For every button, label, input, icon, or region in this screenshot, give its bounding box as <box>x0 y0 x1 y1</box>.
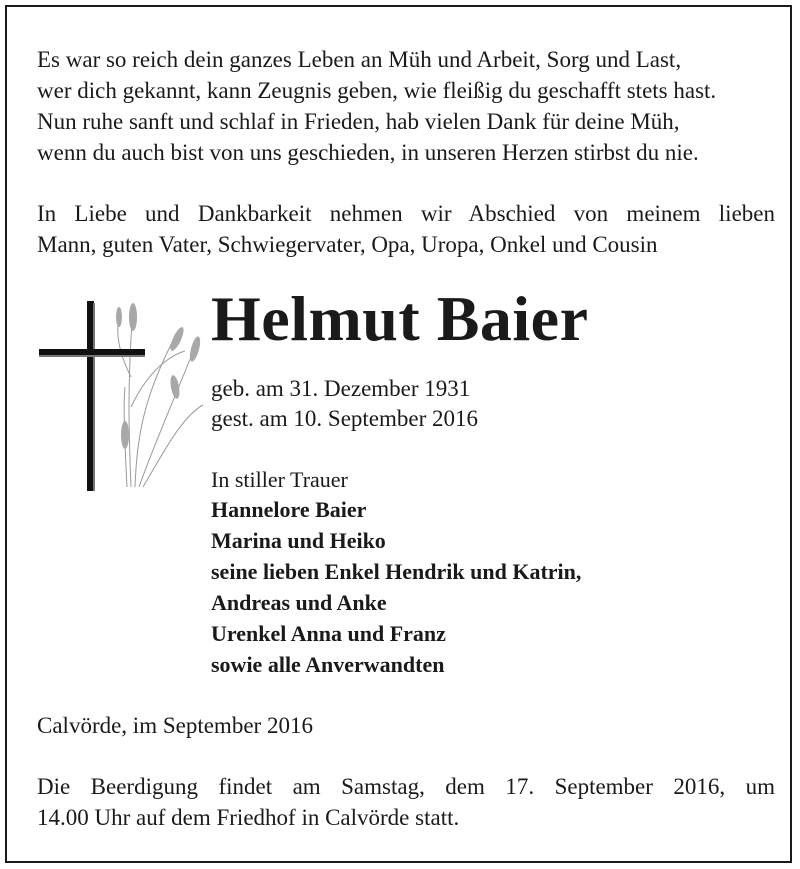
intro-line: Mann, guten Vater, Schwiegervater, Opa, Uropa, Onkel und Cousin <box>37 232 658 257</box>
poem-line: wenn du auch bist von uns geschieden, in unseren Herzen stirbst du nie. <box>37 140 699 165</box>
poem-line: wer dich gekannt, kann Zeugnis geben, wie fleißig du geschafft stets hast. <box>37 78 717 103</box>
mourners-heading: In stiller Trauer <box>211 467 348 492</box>
death-date: gest. am 10. September 2016 <box>211 406 479 431</box>
intro-line: In Liebe und Dankbarkeit nehmen wir Abschied von meinem lieben <box>37 201 775 226</box>
mourner-entry: seine lieben Enkel Hendrik und Katrin, <box>211 559 582 584</box>
poem-line: Es war so reich dein ganzes Leben an Müh und Arbeit, Sorg und Last, <box>37 47 682 72</box>
mourner-entry: Hannelore Baier <box>211 497 367 522</box>
funeral-line: 14.00 Uhr auf dem Friedhof in Calvörde statt. <box>37 805 460 830</box>
birth-date: geb. am 31. Dezember 1931 <box>211 376 471 401</box>
mourner-entry: Marina und Heiko <box>211 528 386 553</box>
poem-line: Nun ruhe sanft und schlaf in Frieden, hab vielen Dank für deine Müh, <box>37 109 680 134</box>
funeral-line: Die Beerdigung findet am Samstag, dem 17. September 2016, um <box>37 774 775 799</box>
obituary-notice <box>5 5 792 863</box>
mourner-entry: Andreas und Anke <box>211 590 387 615</box>
place-and-date: Calvörde, im September 2016 <box>37 713 313 738</box>
mourner-entry: sowie alle Anverwandten <box>211 652 445 677</box>
wheat-ears-icon <box>118 307 203 487</box>
deceased-name: Helmut Baier <box>211 283 589 354</box>
cross-with-wheat-illustration <box>35 287 215 497</box>
mourner-entry: Urenkel Anna und Franz <box>211 621 446 646</box>
